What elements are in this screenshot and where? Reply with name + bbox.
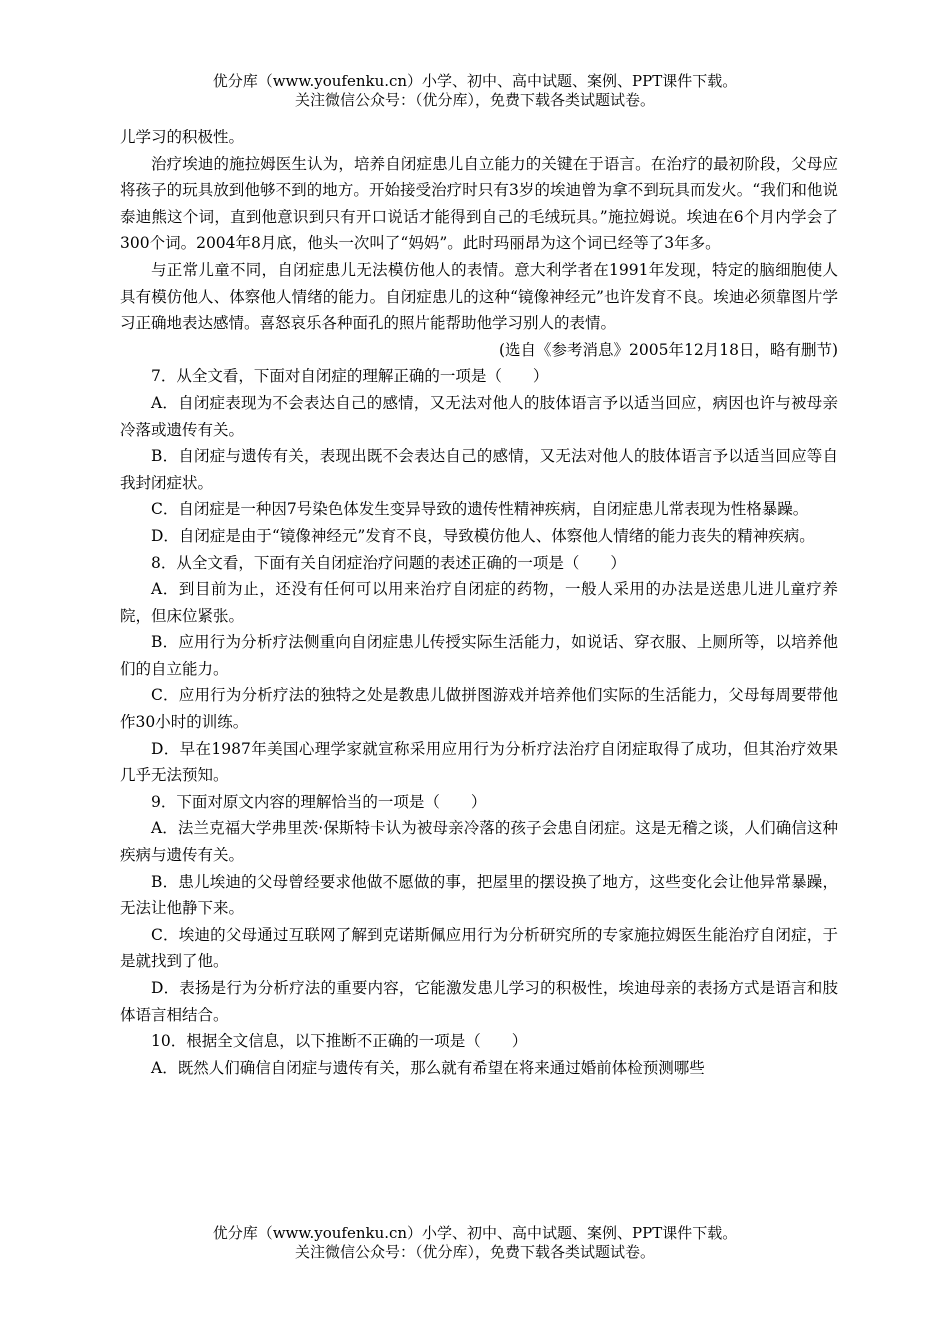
question-stem: 9．下面对原文内容的理解恰当的一项是（ ）: [151, 792, 487, 811]
answer-option: A．自闭症表现为不会表达自己的感情，又无法对他人的肢体语言予以适当回应，病因也许与被母亲冷落或遗传有关。: [120, 393, 838, 439]
answer-option: B．患儿埃迪的父母曾经要求他做不愿做的事，把屋里的摆设换了地方，这些变化会让他异常暴躁，无法让他静下来。: [120, 872, 838, 918]
answer-option: C．自闭症是一种因7号染色体发生变异导致的遗传性精神疾病，自闭症患儿常表现为性格暴躁。: [151, 500, 809, 519]
header-line-2: 关注微信公众号：（优分库），免费下载各类试题试卷。: [294, 91, 655, 109]
footer-line-1: 优分库（www.youfenku.cn）小学、初中、高中试题、案例、PPT课件下载。: [212, 1224, 738, 1242]
source-citation: (选自《参考消息》2005年12月18日，略有删节): [499, 340, 838, 359]
answer-option: B．自闭症与遗传有关，表现出既不会表达自己的感情，又无法对他人的肢体语言予以适当回应等自我封闭症状。: [120, 447, 838, 492]
question-stem: 8．从全文看，下面有关自闭症治疗问题的表述正确的一项是（ ）: [151, 553, 626, 572]
answer-option: D．表扬是行为分析疗法的重要内容，它能激发患儿学习的积极性，埃迪母亲的表扬方式是语言和肢体语言相结合。: [120, 979, 838, 1024]
page-header: [0, 72, 950, 110]
passage-paragraph: 治疗埃迪的施拉姆医生认为，培养自闭症患儿自立能力的关键在于语言。在治疗的最初阶段，父母应将孩子的玩具放到他够不到的地方。开始接受治疗时只有3岁的埃迪曾为拿不到玩具而发火。“我们和他说泰迪熊这个词，直到他意识到只有开口说话才能得到自己的毛绒玩具。”施拉姆说。埃迪在6个月内学会了300个词。2004年8月底，他头一次叫了“妈妈”。此时玛丽昂为这个词已经等了3年多。: [120, 154, 838, 253]
page-footer: [0, 1224, 950, 1262]
answer-option: B．应用行为分析疗法侧重向自闭症患儿传授实际生活能力，如说话、穿衣服、上厕所等，以培养他们的自立能力。: [120, 633, 838, 678]
document-body: [120, 124, 838, 1081]
answer-option: D．早在1987年美国心理学家就宣称采用应用行为分析疗法治疗自闭症取得了成功，但其治疗效果几乎无法预知。: [120, 739, 838, 785]
question-stem: 7．从全文看，下面对自闭症的理解正确的一项是（ ）: [151, 367, 549, 386]
answer-option: C．应用行为分析疗法的独特之处是教患儿做拼图游戏并培养他们实际的生活能力，父母每周要带他作30小时的训练。: [120, 686, 838, 732]
answer-option: C．埃迪的父母通过互联网了解到克诺斯佩应用行为分析研究所的专家施拉姆医生能治疗自闭症，于是就找到了他。: [120, 925, 838, 971]
answer-option: A．既然人们确信自闭症与遗传有关，那么就有希望在将来通过婚前体检预测哪些: [151, 1058, 705, 1077]
passage-paragraph: 与正常儿童不同，自闭症患儿无法模仿他人的表情。意大利学者在1991年发现，特定的脑细胞使人具有模仿他人、体察他人情绪的能力。自闭症患儿的这种“镜像神经元”也许发育不良。埃迪必须靠图片学习正确地表达感情。喜怒哀乐各种面孔的照片能帮助他学习别人的表情。: [120, 260, 838, 333]
answer-option: A．法兰克福大学弗里茨·保斯特卡认为被母亲冷落的孩子会患自闭症。这是无稽之谈，人们确信这种疾病与遗传有关。: [120, 819, 838, 865]
question-stem: 10．根据全文信息，以下推断不正确的一项是（ ）: [151, 1032, 528, 1051]
header-line-1: 优分库（www.youfenku.cn）小学、初中、高中试题、案例、PPT课件下载。: [212, 72, 738, 90]
answer-option: D．自闭症是由于“镜像神经元”发育不良，导致模仿他人、体察他人情绪的能力丧失的精神疾病。: [151, 526, 815, 545]
passage-paragraph: 儿学习的积极性。: [120, 128, 245, 146]
answer-option: A．到目前为止，还没有任何可以用来治疗自闭症的药物，一般人采用的办法是送患儿进儿童疗养院，但床位紧张。: [120, 580, 838, 625]
footer-line-2: 关注微信公众号：（优分库），免费下载各类试题试卷。: [294, 1243, 655, 1261]
